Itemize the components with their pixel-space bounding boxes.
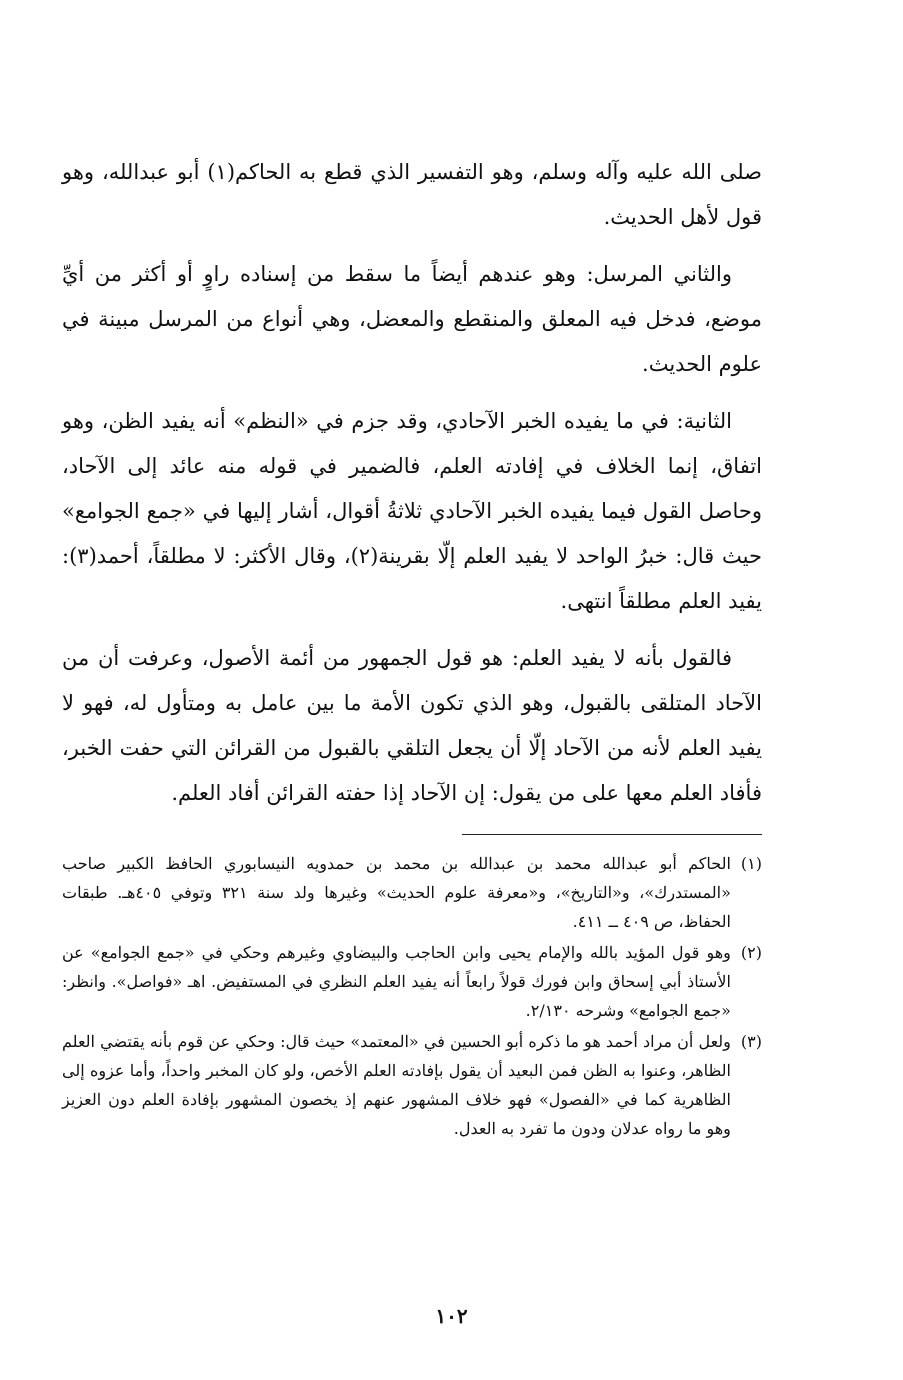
footnote-text: ولعل أن مراد أحمد هو ما ذكره أبو الحسين في «المعتمد» حيث قال: وحكي عن قوم بأنه يقتضي العلم الظاهر، وعنوا به الظن فمن البعيد أن يقول بإفادته العلم الأخص، ولو كان المخبر واحداً، وأما عزوه إلى الظاهرية كما في «الفصول» فهو خلاف المشهور عنهم إذ يخصون المشهور بإفادة العلم دون العزيز وهو ما رواه عدلان ودون ما تفرد به العدل. [62, 1032, 731, 1138]
footnote-number: (١) [740, 854, 762, 873]
body-paragraph-3: الثانية: في ما يفيده الخبر الآحادي، وقد جزم في «النظم» أنه يفيد الظن، وهو اتفاق، إنما الخلاف في إفادته العلم، فالضمير في قوله منه عائد إلى الآحاد، وحاصل القول فيما يفيده الخبر الآحادي ثلاثةُ أقوال، أشار إليها في «جمع الجوامع» حيث قال: خبرُ الواحد لا يفيد العلم إلّا بقرينة(٢)، وقال الأكثر: لا مطلقاً، أحمد(٣): يفيد العلم مطلقاً انتهى. [62, 409, 762, 613]
body-paragraph-4: فالقول بأنه لا يفيد العلم: هو قول الجمهور من أئمة الأصول، وعرفت أن من الآحاد المتلقى بالقبول، وهو الذي تكون الأمة ما بين عامل به ومتأول له، فهو لا يفيد العلم لأنه من الآحاد إلّا أن يجعل التلقي بالقبول من القرائن التي حفت الخبر، فأفاد العلم معها على من يقول: إن الآحاد إذا حفته القرائن أفاد العلم. [62, 646, 762, 805]
body-paragraph-1: صلى الله عليه وآله وسلم، وهو التفسير الذي قطع به الحاكم(١) أبو عبدالله، وهو قول لأهل الحديث. [62, 160, 762, 229]
page-number: ١٠٢ [435, 1304, 468, 1328]
footnote-2 [62, 938, 762, 1025]
footnote-text: وهو قول المؤيد بالله والإمام يحيى وابن الحاجب والبيضاوي وغيرهم وحكي في «جمع الجوامع» عن الأستاذ أبي إسحاق وابن فورك قولاً رابعاً أنه يفيد العلم النظري في المستفيض. اهـ «فواصل». وانظر: «جمع الجوامع» وشرحه ٢/١٣٠. [62, 943, 731, 1020]
footnote-divider [462, 834, 762, 835]
footnote-3 [62, 1027, 762, 1143]
footnote-number: (٢) [740, 943, 762, 962]
page-content [62, 150, 762, 1145]
footnote-text: الحاكم أبو عبدالله محمد بن عبدالله بن محمد بن حمدويه النيسابوري الحافظ الكبير صاحب «المستدرك»، و«التاريخ»، و«معرفة علوم الحديث» وغيرها ولد سنة ٣٢١ وتوفي ٤٠٥هـ. طبقات الحفاظ، ص ٤٠٩ ــ ٤١١. [62, 854, 731, 931]
body-paragraph-2: والثاني المرسل: وهو عندهم أيضاً ما سقط من إسناده راوٍ أو أكثر من أيِّ موضع، فدخل فيه المعلق والمنقطع والمعضل، وهي أنواع من المرسل مبينة في علوم الحديث. [62, 262, 762, 376]
footnote-1 [62, 849, 762, 936]
footnote-number: (٣) [740, 1032, 762, 1051]
